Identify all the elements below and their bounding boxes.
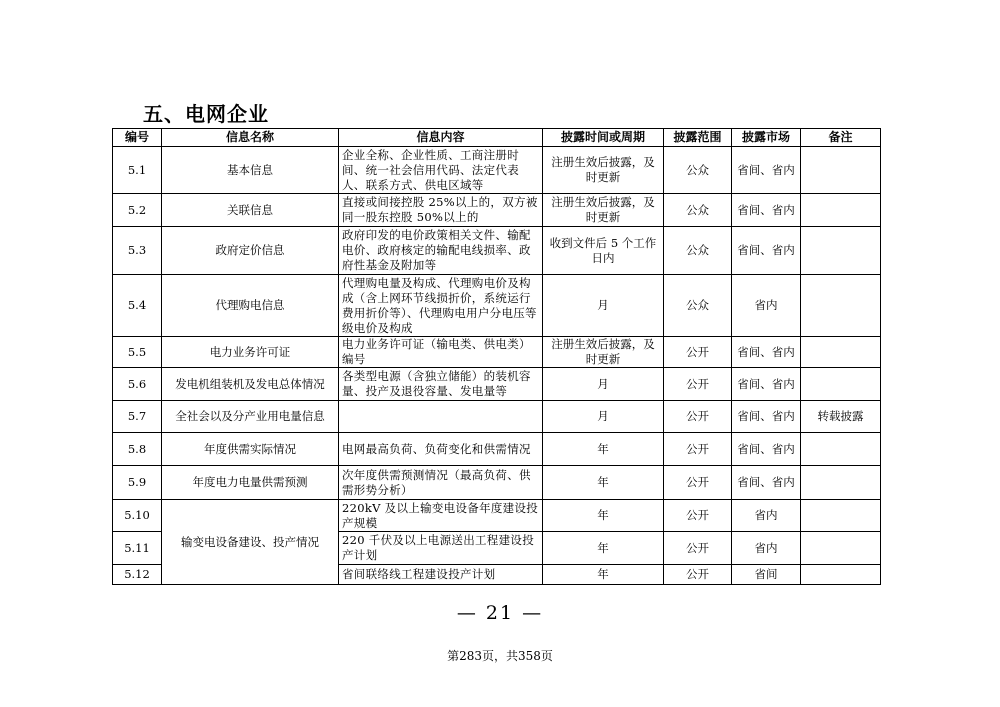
cell-note [801, 368, 881, 401]
cell-number: 5.10 [113, 500, 162, 532]
table-row [113, 401, 881, 433]
cell-number: 5.3 [113, 227, 162, 275]
cell-scope: 公众 [664, 227, 732, 275]
table-row [113, 433, 881, 466]
table-row [113, 466, 881, 500]
cell-info-content: 电网最高负荷、负荷变化和供需情况 [339, 433, 543, 466]
cell-period: 年 [543, 565, 664, 585]
table-row [113, 368, 881, 401]
cell-number: 5.5 [113, 337, 162, 368]
cell-note [801, 433, 881, 466]
cell-info-name: 年度电力电量供需预测 [162, 466, 339, 500]
cell-info-name: 基本信息 [162, 147, 339, 194]
table-row [113, 275, 881, 337]
cell-info-name: 电力业务许可证 [162, 337, 339, 368]
cell-note [801, 466, 881, 500]
cell-info-content: 省间联络线工程建设投产计划 [339, 565, 543, 585]
cell-market: 省间 [732, 565, 801, 585]
cell-note: 转载披露 [801, 401, 881, 433]
cell-market: 省间、省内 [732, 401, 801, 433]
cell-scope: 公开 [664, 433, 732, 466]
table-row [113, 337, 881, 368]
cell-note [801, 275, 881, 337]
header-number: 编号 [113, 129, 162, 147]
cell-scope: 公开 [664, 532, 732, 565]
cell-market: 省间、省内 [732, 368, 801, 401]
cell-market: 省间、省内 [732, 147, 801, 194]
table-row [113, 194, 881, 227]
cell-info-content: 政府印发的电价政策相关文件、输配电价、政府核定的输配电线损率、政府性基金及附加等 [339, 227, 543, 275]
page-footer: 第283页，共358页 [447, 649, 553, 663]
cell-note [801, 500, 881, 532]
cell-scope: 公众 [664, 194, 732, 227]
cell-note [801, 337, 881, 368]
cell-number: 5.8 [113, 433, 162, 466]
header-info-content: 信息内容 [339, 129, 543, 147]
cell-period: 注册生效后披露，及时更新 [543, 337, 664, 368]
cell-scope: 公开 [664, 337, 732, 368]
cell-market: 省间、省内 [732, 337, 801, 368]
disclosure-table [112, 128, 881, 585]
cell-market: 省间、省内 [732, 194, 801, 227]
section-title: 五、电网企业 [143, 102, 269, 126]
cell-scope: 公开 [664, 401, 732, 433]
header-note: 备注 [801, 129, 881, 147]
cell-scope: 公开 [664, 466, 732, 500]
cell-market: 省内 [732, 532, 801, 565]
cell-market: 省内 [732, 275, 801, 337]
cell-info-content: 220kV 及以上输变电设备年度建设投产规模 [339, 500, 543, 532]
cell-note [801, 532, 881, 565]
cell-info-content: 次年度供需预测情况（最高负荷、供需形势分析） [339, 466, 543, 500]
cell-period: 年 [543, 500, 664, 532]
header-disclosure-period: 披露时间或周期 [543, 129, 664, 147]
cell-info-name: 发电机组装机及发电总体情况 [162, 368, 339, 401]
cell-market: 省间、省内 [732, 227, 801, 275]
cell-number: 5.9 [113, 466, 162, 500]
cell-info-name: 全社会以及分产业用电量信息 [162, 401, 339, 433]
table-row [113, 227, 881, 275]
cell-period: 年 [543, 532, 664, 565]
cell-period: 注册生效后披露，及时更新 [543, 194, 664, 227]
cell-note [801, 194, 881, 227]
cell-number: 5.12 [113, 565, 162, 585]
cell-info-name: 输变电设备建设、投产情况 [162, 500, 339, 585]
cell-info-content: 电力业务许可证（输电类、供电类）编号 [339, 337, 543, 368]
cell-scope: 公众 [664, 147, 732, 194]
cell-note [801, 227, 881, 275]
cell-info-content: 直接或间接控股 25%以上的，双方被同一股东控股 50%以上的 [339, 194, 543, 227]
cell-market: 省间、省内 [732, 466, 801, 500]
table-row [113, 147, 881, 194]
cell-info-name: 代理购电信息 [162, 275, 339, 337]
cell-period: 年 [543, 466, 664, 500]
cell-scope: 公开 [664, 500, 732, 532]
cell-info-name: 关联信息 [162, 194, 339, 227]
cell-period: 注册生效后披露，及时更新 [543, 147, 664, 194]
cell-market: 省内 [732, 500, 801, 532]
cell-number: 5.11 [113, 532, 162, 565]
cell-number: 5.4 [113, 275, 162, 337]
cell-period: 年 [543, 433, 664, 466]
cell-scope: 公开 [664, 565, 732, 585]
cell-number: 5.7 [113, 401, 162, 433]
cell-note [801, 565, 881, 585]
cell-period: 月 [543, 275, 664, 337]
cell-info-content: 代理购电量及构成、代理购电价及构成（含上网环节线损折价，系统运行费用折价等）、代理购电用户分电压等级电价及构成 [339, 275, 543, 337]
cell-info-content: 各类型电源（含独立储能）的装机容量、投产及退役容量、发电量等 [339, 368, 543, 401]
cell-number: 5.1 [113, 147, 162, 194]
cell-period: 月 [543, 368, 664, 401]
cell-period: 月 [543, 401, 664, 433]
page-number: — 21 — [456, 602, 544, 624]
cell-number: 5.2 [113, 194, 162, 227]
cell-note [801, 147, 881, 194]
cell-scope: 公众 [664, 275, 732, 337]
cell-info-content [339, 401, 543, 433]
cell-market: 省间、省内 [732, 433, 801, 466]
header-info-name: 信息名称 [162, 129, 339, 147]
table-header-row [113, 129, 881, 147]
header-disclosure-scope: 披露范围 [664, 129, 732, 147]
cell-number: 5.6 [113, 368, 162, 401]
cell-info-name: 政府定价信息 [162, 227, 339, 275]
cell-info-name: 年度供需实际情况 [162, 433, 339, 466]
cell-info-content: 220 千伏及以上电源送出工程建设投产计划 [339, 532, 543, 565]
cell-info-content: 企业全称、企业性质、工商注册时间、统一社会信用代码、法定代表人、联系方式、供电区域等 [339, 147, 543, 194]
cell-period: 收到文件后 5 个工作日内 [543, 227, 664, 275]
header-disclosure-market: 披露市场 [732, 129, 801, 147]
cell-scope: 公开 [664, 368, 732, 401]
table-row [113, 500, 881, 532]
